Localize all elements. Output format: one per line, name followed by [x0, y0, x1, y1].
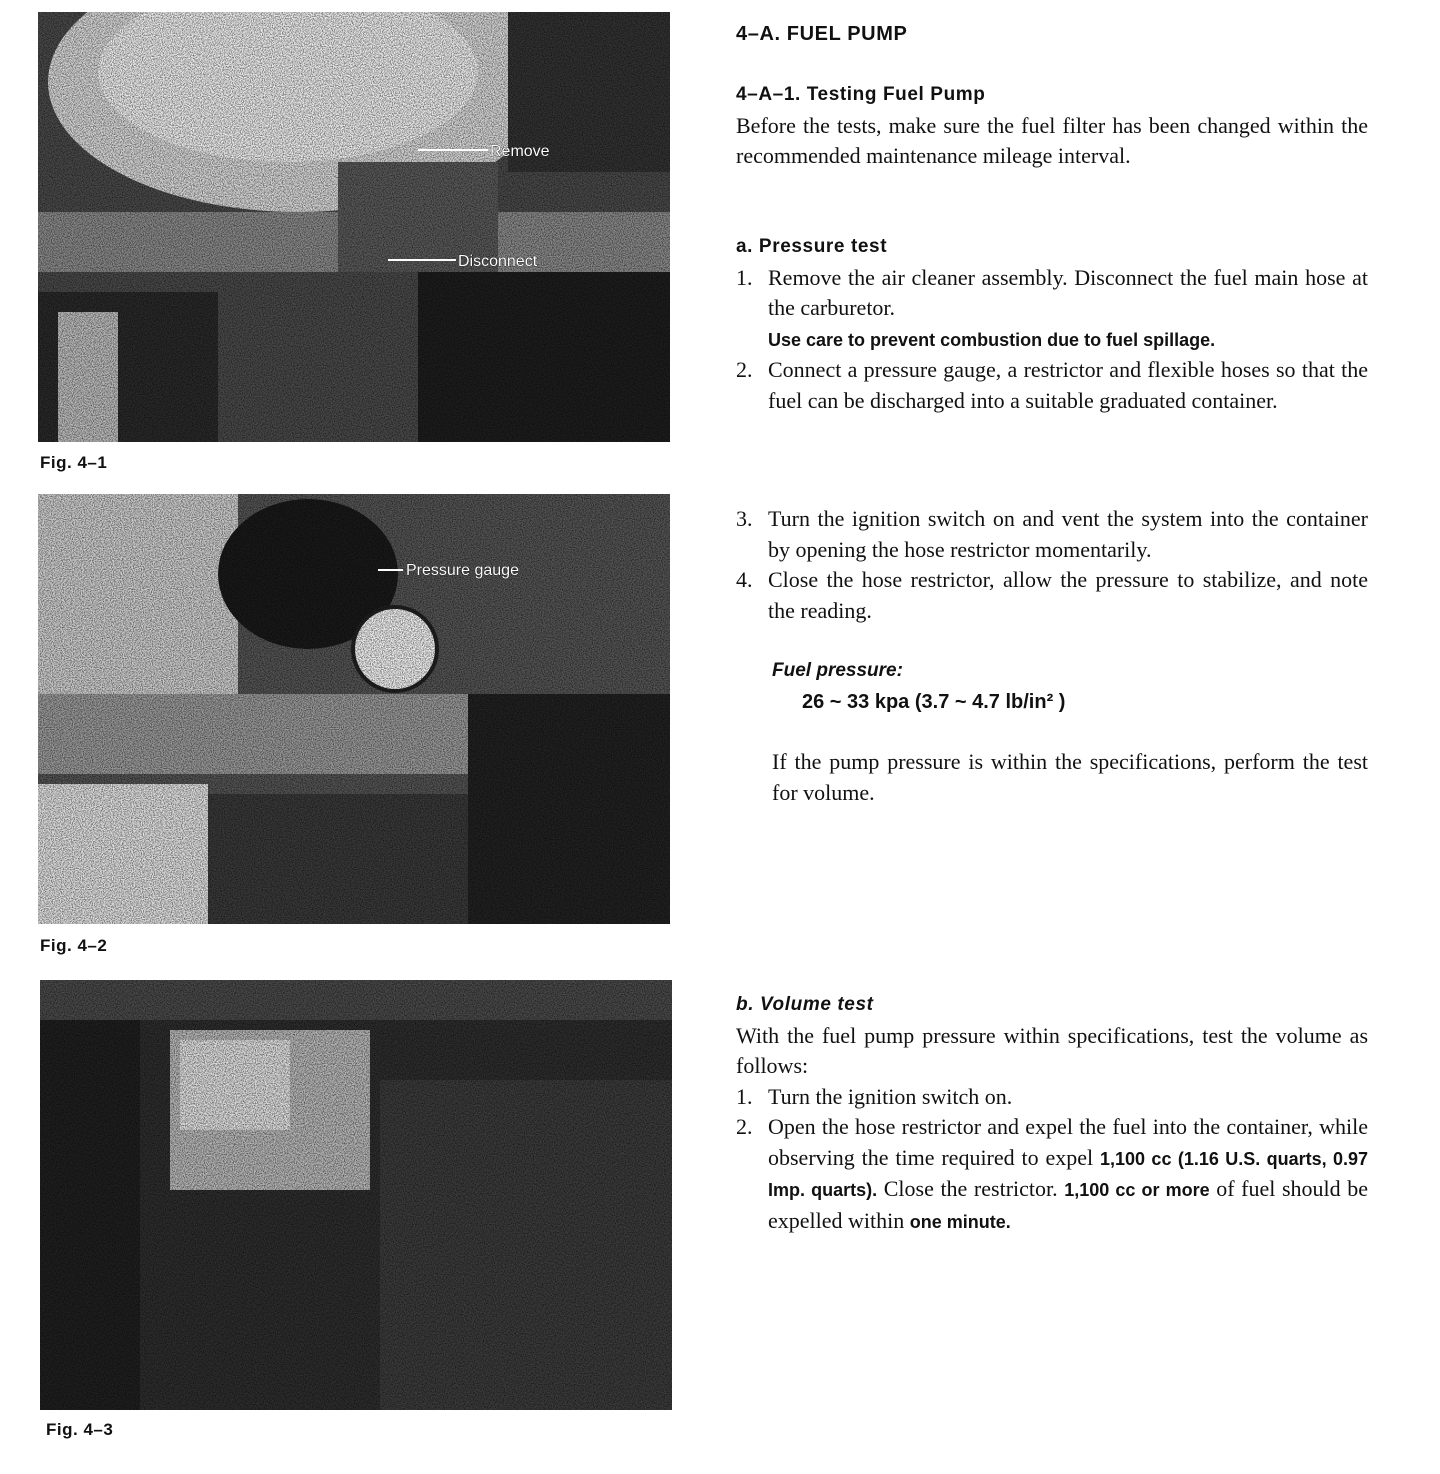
volume-step-1: 1. Turn the ignition switch on. [736, 1083, 1013, 1109]
figure-4-2-photo [38, 494, 670, 924]
subsection-title: 4–A–1. Testing Fuel Pump [736, 84, 986, 105]
volume-intro: With the fuel pump pressure within specifications, test the volume as follows: [736, 1022, 1368, 1078]
pressure-test-continued [736, 504, 1368, 808]
figure-4-1-caption: Fig. 4–1 [40, 453, 108, 472]
volume-quantity: 1,100 cc (1.16 U.S. quarts, 0.97 Imp. quarts). [768, 1148, 1369, 1200]
volume-step-2: 2. Open the hose restrictor and expel the fuel into the container, while observing the time required to expel 1,100 cc (1.16 U.S. quarts, 0.97 Imp. quarts). Close the restrictor. 1,100 cc or more of fuel should be expelled within one minute. [736, 1114, 1369, 1233]
figure-4-2-caption: Fig. 4–2 [40, 936, 108, 955]
figure-4-1-photo [38, 12, 670, 442]
fuel-pressure-value: 26 ~ 33 kpa (3.7 ~ 4.7 lb/in² ) [802, 690, 1066, 713]
volume-test-section [736, 990, 1368, 1237]
subsection-testing-fuel-pump [736, 80, 1368, 172]
engine-photo-1 [38, 12, 670, 442]
pressure-test-section [736, 232, 1368, 416]
section-title: 4–A. FUEL PUMP [736, 23, 908, 45]
pressure-step-3: 3. Turn the ignition switch on and vent the system into the container by opening the hose restrictor momentarily. [736, 506, 1368, 562]
engine-photo-3 [40, 980, 672, 1410]
fuel-pressure-label: Fuel pressure: [772, 660, 903, 681]
pressure-test-heading: a. Pressure test [736, 236, 888, 257]
pressure-followup: If the pump pressure is within the specifications, perform the test for volume. [772, 749, 1368, 805]
callout-disconnect: Disconnect [458, 253, 538, 270]
figure-4-3-caption: Fig. 4–3 [46, 1420, 114, 1439]
engine-photo-2 [38, 494, 670, 924]
pressure-step-4: 4. Close the hose restrictor, allow the pressure to stabilize, and note the reading. [736, 567, 1368, 623]
figure-4-3-photo [40, 980, 672, 1410]
callout-remove: Remove [490, 143, 550, 160]
volume-test-heading: b. Volume test [736, 994, 874, 1015]
pressure-step-2: 2. Connect a pressure gauge, a restrictor and flexible hoses so that the fuel can be discharged into a suitable graduated container. [736, 357, 1368, 413]
callout-pressure-gauge: Pressure gauge [406, 562, 519, 579]
spillage-warning: Use care to prevent combustion due to fuel spillage. [768, 329, 1216, 350]
intro-paragraph: Before the tests, make sure the fuel filter has been changed within the recommended maintenance mileage interval. [736, 112, 1368, 168]
pressure-step-1: 1. Remove the air cleaner assembly. Disconnect the fuel main hose at the carburetor. Use care to prevent combustion due to fuel spillage. [736, 264, 1368, 350]
